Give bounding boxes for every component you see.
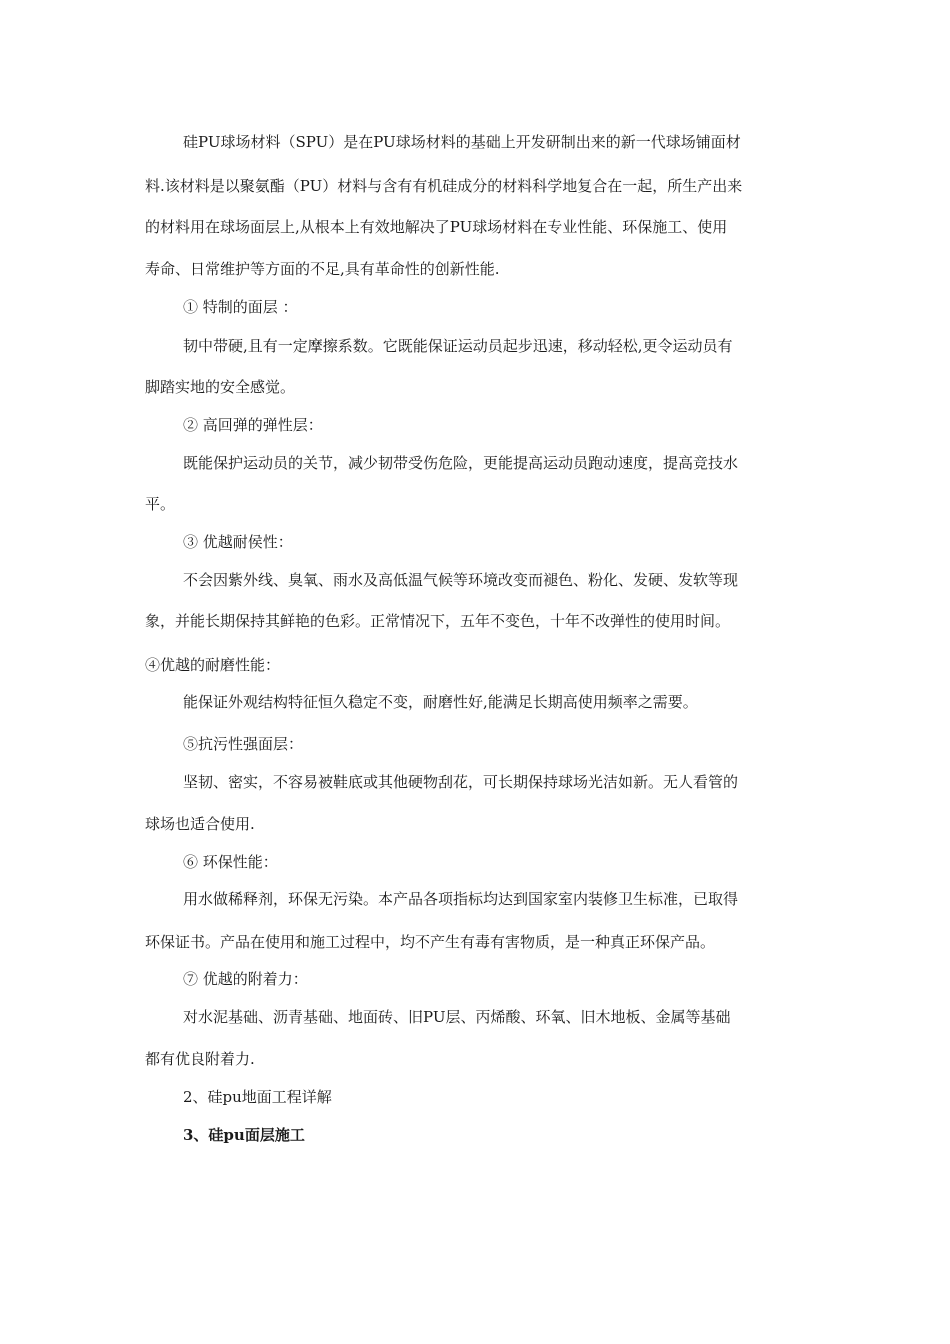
section-heading: ⑥ 环保性能： <box>183 853 278 871</box>
section-heading-bold: 3、硅pu面层施工 <box>183 1126 305 1144</box>
section-heading: ⑤抗污性强面层： <box>183 735 304 753</box>
paragraph-line: 环保证书。产品在使用和施工过程中，均不产生有毒有害物质，是一种真正环保产品。 <box>145 933 716 951</box>
paragraph-line: 对水泥基础、沥青基础、地面砖、旧PU层、丙烯酸、环氧、旧木地板、金属等基础 <box>183 1008 731 1026</box>
paragraph-line: 硅PU球场材料（SPU）是在PU球场材料的基础上开发研制出来的新一代球场铺面材 <box>183 133 741 151</box>
paragraph-line: 坚韧、密实，不容易被鞋底或其他硬物刮花，可长期保持球场光洁如新。无人看管的 <box>183 773 739 791</box>
paragraph-line: 平。 <box>145 495 176 513</box>
paragraph-line: 脚踏实地的安全感觉。 <box>145 378 296 396</box>
paragraph-line: 料.该材料是以聚氨酯（PU）材料与含有有机硅成分的材料科学地复合在一起，所生产出来 <box>145 177 743 195</box>
section-heading: ③ 优越耐侯性： <box>183 533 293 551</box>
paragraph-line: 用水做稀释剂，环保无污染。本产品各项指标均达到国家室内装修卫生标准，已取得 <box>183 890 739 908</box>
paragraph-line: 能保证外观结构特征恒久稳定不变，耐磨性好,能满足长期高使用频率之需要。 <box>183 693 698 711</box>
paragraph-line: 象，并能长期保持其鲜艳的色彩。正常情况下，五年不变色，十年不改弹性的使用时间。 <box>145 612 731 630</box>
paragraph-line: 寿命、日常维护等方面的不足,具有革命性的创新性能. <box>145 260 500 278</box>
section-heading: 2、硅pu地面工程详解 <box>183 1088 332 1106</box>
section-heading: ① 特制的面层 ： <box>183 298 298 316</box>
paragraph-line: 不会因紫外线、臭氧、雨水及高低温气候等环境改变而褪色、粉化、发硬、发软等现 <box>183 571 739 589</box>
paragraph-line: 韧中带硬,且有一定摩擦系数。它既能保证运动员起步迅速，移动轻松,更令运动员有 <box>183 337 733 355</box>
paragraph-line: 的材料用在球场面层上,从根本上有效地解决了PU球场材料在专业性能、环保施工、使用 <box>145 218 728 236</box>
section-heading: ⑦ 优越的附着力： <box>183 970 308 988</box>
section-heading: ② 高回弹的弹性层： <box>183 416 323 434</box>
paragraph-line: 既能保护运动员的关节，减少韧带受伤危险，更能提高运动员跑动速度，提高竞技水 <box>183 454 739 472</box>
paragraph-line: 都有优良附着力. <box>145 1050 255 1068</box>
paragraph-line: 球场也适合使用. <box>145 815 255 833</box>
section-heading: ④优越的耐磨性能： <box>145 656 281 674</box>
